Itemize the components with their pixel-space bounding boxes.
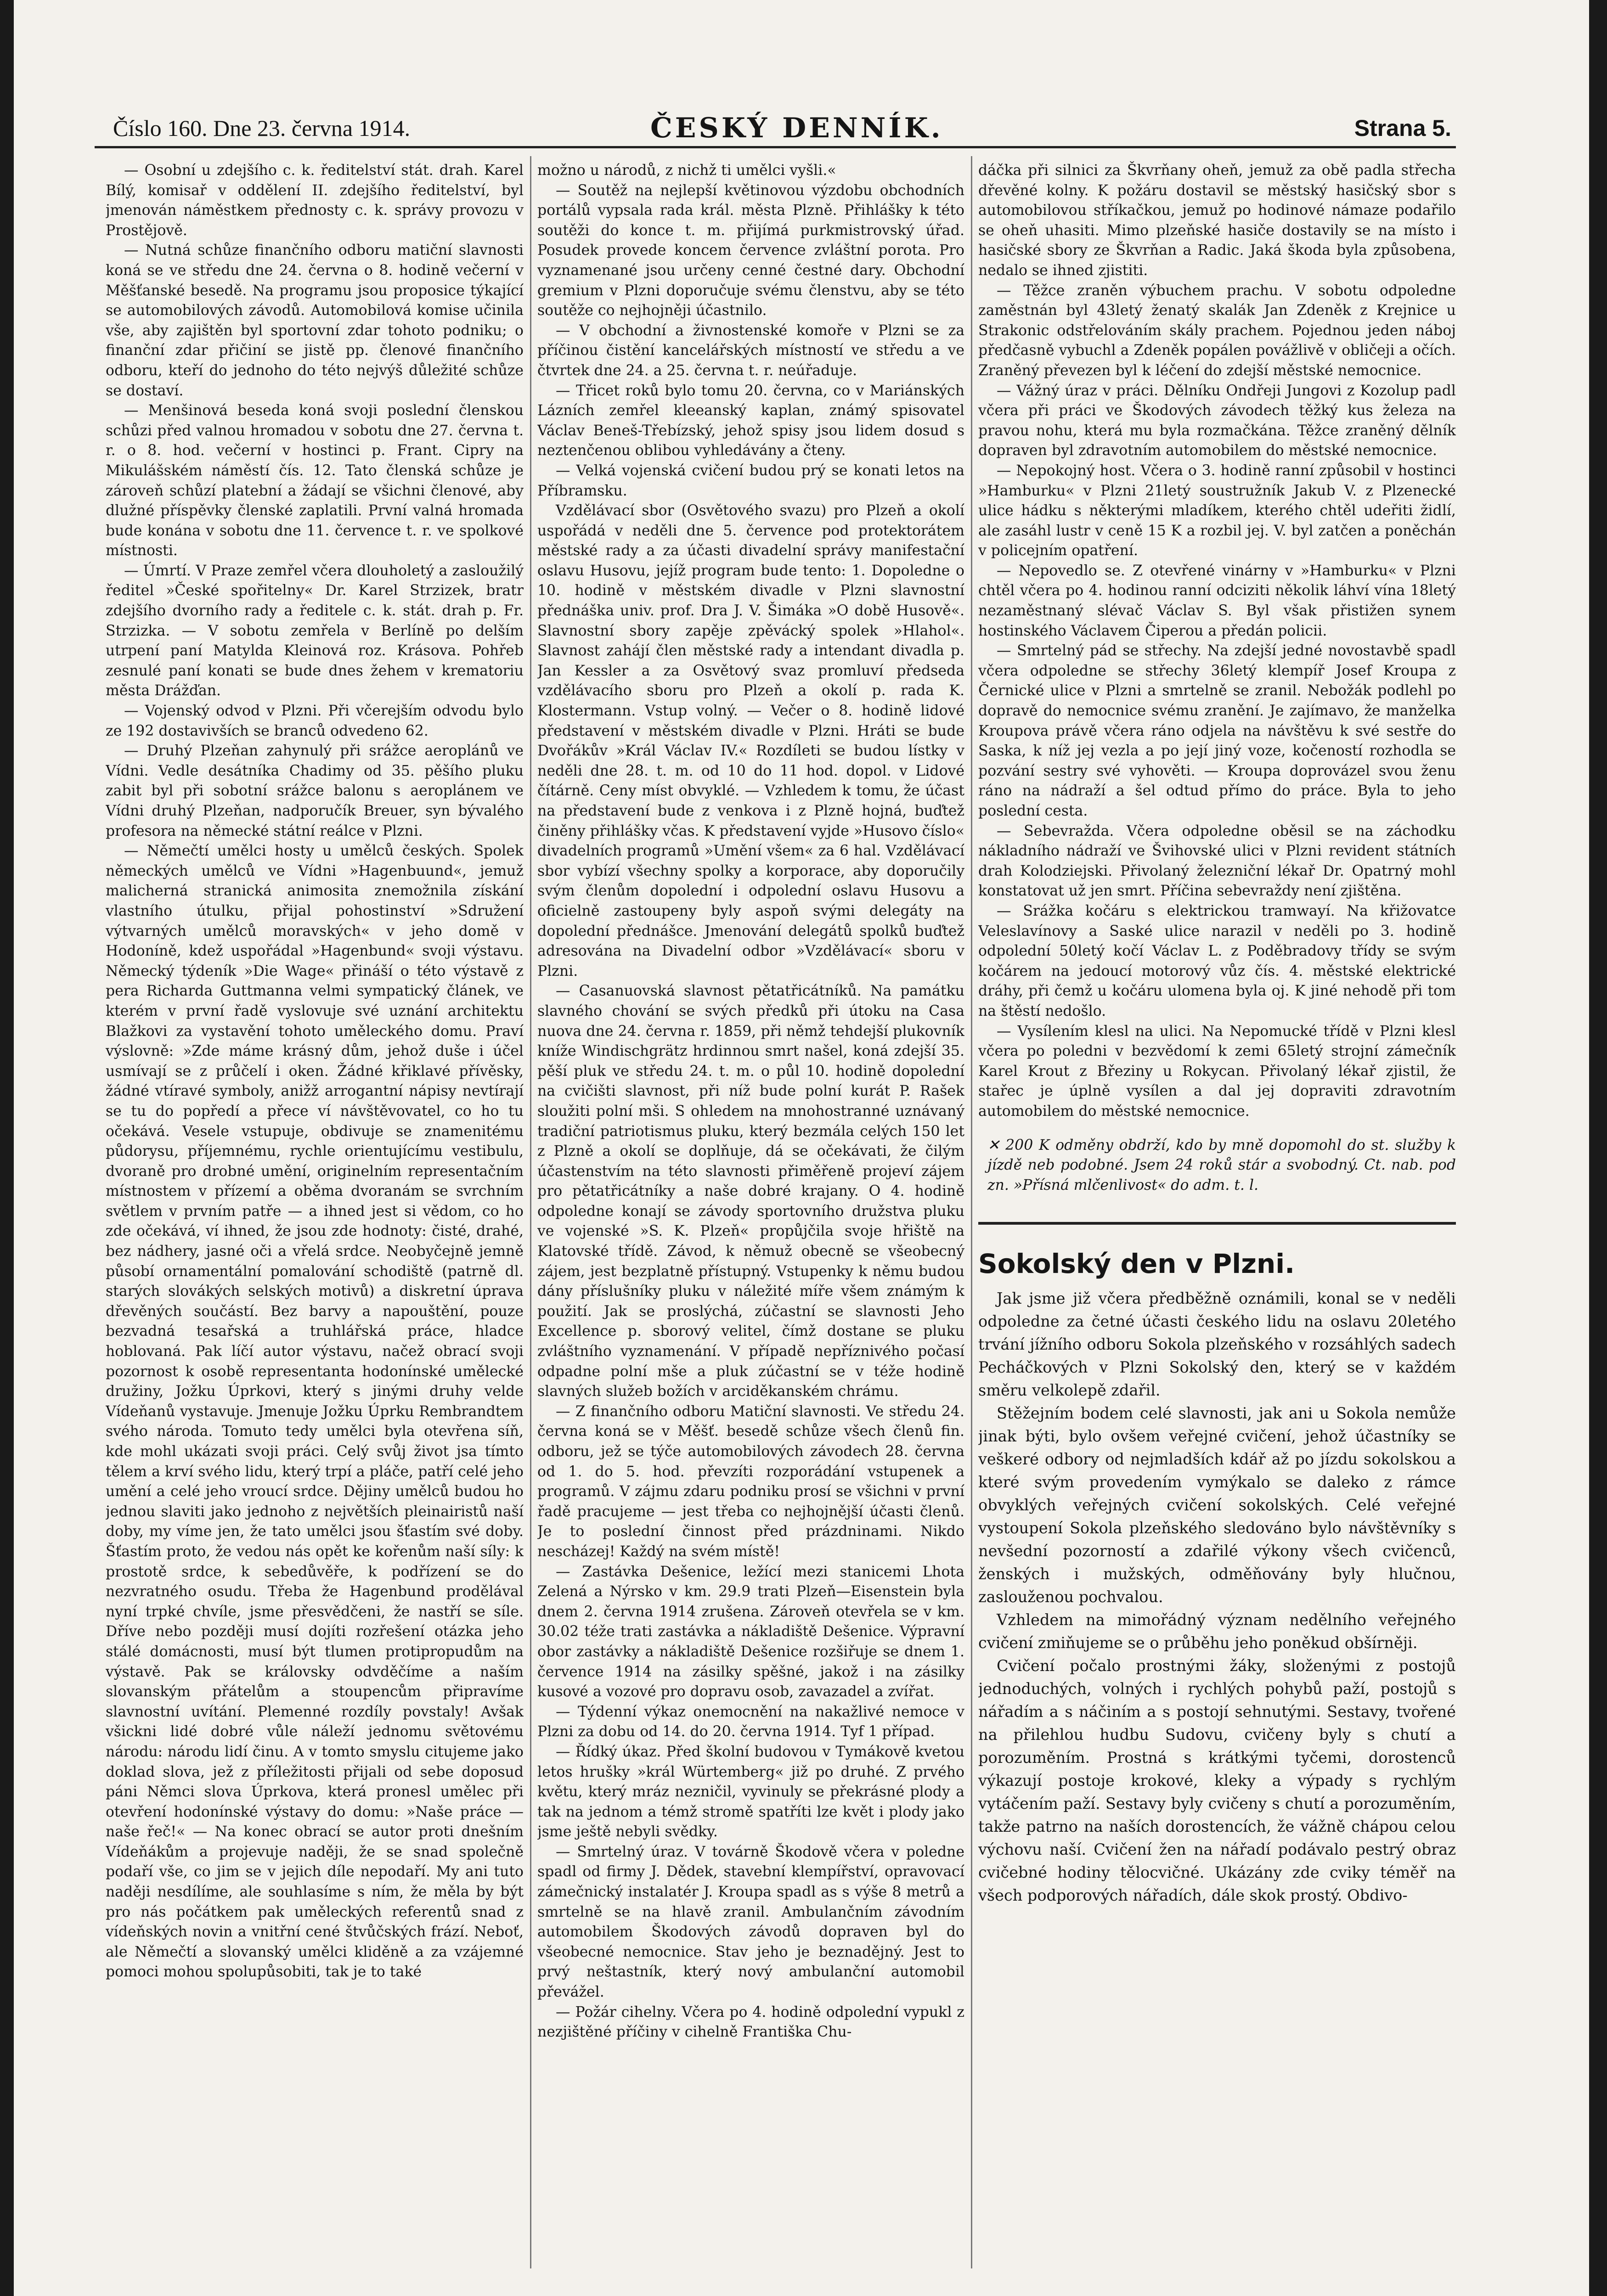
news-item: — Vážný úraz v práci. Dělníku Ondřeji Jungovi z Kozolup padl včera při práci ve Škodových závodech těžký kus železa na pravou nohu, která mu byla rozmačkána. Těžce zraněný dělník dopraven byl zdravotním automobilem do městské nemocnice. — [978, 382, 1456, 459]
section-title: Sokolský den v Plzni. — [978, 1248, 1295, 1280]
news-item: — Němečtí umělci hosty u umělců českých. Spolek německých umělců ve Vídni »Hagenbuund«, jemuž malicherná stranická animosita znemožnila získání vlastního útulku, přijal pohostinství »Sdružení výtvarných umělců moravských« v jeho domě v Hodoníně, kdež uspořádal »Hagenbund« svoji výstavu. Německý týdeník »Die Wage« přináší o této výstavě z pera Richarda Guttmanna velmi sympatický článek, ve kterém v první řadě vyslovuje své uznání architektu Blažkovi za vystavění tohoto uměleckého domu. Praví výslovně: »Zde máme krásný dům, jehož duše i účel usmívají se z průčelí i oken. Žádné křiklavé přívěsky, žádné vtíravé symboly, anižž arrogantní nápisy nevtírají se tu do popředí a přece ví návštěvovatel, co ho tu očekává. Vesele vstupuje, obdivuje se znamenitému půdorysu, příjemnému, rychle orientujícímu vestibulu, dvoraně pro drobné umění, originelním representačním místnostem v přízemí a oběma dvoranám se svrchním světlem v prvním patře — a ihned jest si vědom, co ho zde očekává, ví ihned, že jsou zde hodnoty: čisté, drahé, bez nádhery, jasné oči a vřelá srdce. Neobyčejně jemně působí ornamentální pomalování schodiště (patrně dl. starých slovákých selských motivů) a diskretní úprava dřevěných součástí. Bez barvy a napouštění, pouze bezvadná tesařská a truhlářská práce, hladce hoblovaná. Pak líčí autor výstavu, načež obrací svoji pozornost k osobě representanta hodonínské umělecké družiny, Jožku Úprkovi, který s jinými druhy velde Vídeňanů vystavuje. Jmenuje Jožku Úprku Rembrandtem svého národa. Tomuto tedy umělci byla otevřena síň, kde mohl ukázati svoji práci. Celý svůj život jsa tímto tělem a krví svého lidu, který trpí a pláče, patří celé jeho umění a celé jeho vroucí srdce. Dějiny umělců budou ho jednou slaviti jako jednoho z největších pleinairistů naší doby, my víme jen, že tato umělci jsou šťastím své doby. Šťastím proto, že vedou nás opět ke kořenům naší síly: k prostotě srdce, k sebedůvěře, k podřízení se do nezvratného osudu. Třeba že Hagenbund prodělával nyní trpké chvíle, jsme přesvědčeni, že nastří se síle. Dříve nebo později musí dojíti rozřešení otázka jeho stálé domácnosti, musí být tlumen protipropudům na výstavě. Pak se královsky odvděčíme a naším slovanským přátelům a stoupencům připravíme slavnostní uvítání. Plemenné rozdíly povstaly! Avšak všickni lidé dobré vůle náleží jednomu světovému národu: národu lidí činu. A v tomto smyslu citujeme jako doklad slova, jež z příležitosti přijali od sebe doposud páni Němci slova Úprkova, která pronesl umělec při otevření hodonínské výstavy do domu: »Naše práce — naše řeč!« — Na konec obrací se autor proti dnešním Vídeňákům a projevuje naději, že se snad společně podaří vše, co jim se v jejich díle nepodaří. My ani tuto naději nesdílíme, ale souhlasíme s ním, že měla by být pro nás počátkem pak uměleckých referentů snad z vídeňských novin a vnitřní cené štvůčských frází. Neboť, ale Němečtí a slovanský umělci kliděně a za vzájemné pomoci mohou spolupůsobiti, tak je to také — [106, 843, 524, 1981]
column-2 — [537, 161, 964, 2264]
section-paragraph: Vzhledem na mimořádný význam nedělního veřejného cvičení zmiňujeme se o průběhu jeho poněkud obšírněji. — [978, 1611, 1456, 1652]
news-item: — Z finančního odboru Matiční slavnosti. Ve středu 24. června koná se v Měšť. besedě schůze všech členů fin. odboru, jež se týče automobilových závodech 28. června od 1. do 5. hod. převzíti rozporádání vstupenek a programů. V zájmu zdaru podniku prosí se všichni v první řadě pracujeme — jest třeba co nejhojnější účasti členů. Je to poslední činnost před prázdninami. Nikdo nescházej! Každý na svém místě! — [537, 1403, 964, 1560]
news-item: — Zastávka Dešenice, ležící mezi stanicemi Lhota Zelená a Nýrsko v km. 29.9 trati Plzeň—Eisenstein byla dnem 2. června 1914 zrušena. Zároveň otevřela se v km. 30.02 téže trati zastávka a nákladiště Dešenice. Výpravní obor zastávky a nákladiště Dešenice rozšiřuje se dnem 1. července 1914 na zásilky spěšné, jakož i na zásilky kusové a vozové pro dopravu osob, zavazadel a zvířat. — [537, 1563, 964, 1700]
news-item: — Týdenní výkaz onemocnění na nakažlivé nemoce v Plzni za dobu od 14. do 20. června 1914. Tyf 1 případ. — [537, 1703, 964, 1740]
section-paragraph: Cvičení počalo prostnými žáky, složenými z postojů jednoduchých, volných i rychlých pohybů paží, postojů s nářadím a s náčiním a s postojí sehnutými. Sestavy, tvořené na přilehlou hudbu Sudovu, cvičeny byly s chutí a porozuměním. Prostná s krátkými tyčemi, dorostenců výkazují postoje krokové, kleky a výpady s rychlým vytáčením paží. Sestavy byly cvičeny s chutí a porozuměním, takže patrno na naších dorostencích, že vážně chápou celou výchovu naší. Cvičení žen na nářadí podávalo pestrý obraz cvičebné hodiny tělocvičné. Ukázány zde cviky téměř na všech podporových nářadích, dále skok prostý. Obdivo- — [978, 1657, 1456, 1905]
news-item: — Srážka kočáru s elektrickou tramwayí. Na křižovatce Veleslavínovy a Saské ulice narazil v neděli po 3. hodině odpolední 50letý kočí Václav L. z Poděbradovy třídy se svým kočárem na jedoucí motorový vůz čís. 4. městské elektrické dráhy, při čemž u kočáru ulomena byla oj. K jiné nehodě při tom na štěstí nedošlo. — [978, 902, 1456, 1019]
section-paragraph: Stěžejním bodem celé slavnosti, jak ani u Sokola nemůže jinak býti, bylo ovšem veřejné cvičení, jehož účastníky se veškeré odbory od nejmladších kdář až po jízdu sokolskou a které svým provedením vymýkalo se daleko z rámce obvyklých veřejných cvičení sokolských. Celé veřejné vystoupení Sokola plzeňského sledováno bylo návštěvníky s nevšední pozorností a zdařilé výkony všech cvičenců, ženských i mužských, odměňovány byly hlučnou, zaslouženou pochvalou. — [978, 1404, 1456, 1606]
news-item: — Casanuovská slavnost pětatřicátníků. Na památku slavného chování se svých předků při útoku na Casa nuova dne 24. června r. 1859, při němž tehdejší plukovník kníže Windischgrätz hrdinnou smrt našel, koná zdejší 35. pěší pluk ve středu 24. t. m. o půl 10. hodině dopolední na cvičišti slavnost, při níž bude polní kurát P. Rašek sloužiti polní mši. S ohledem na mnohostranné uznávaný tradiční patriotismus pluku, který bezmála celých 150 let z Plzně a okolí se doplňuje, dá se očekávati, že čilým účastenstvím na této slavnosti přiměřeně projeví zájem pro pětatřicátníky a naše dobré krajany. O 4. hodině odpoledne konají se závody sportovního družstva pluku ve vojenské »S. K. Plzeň« propůjčila svoje hřiště na Klatovské třídě. Závod, k němuž obecně se všeobecný zájem, jest bezplatně přístupný. Vstupenky k němu budou dány příslušníky pluku v náležité míře všem známým k použití. Jak se proslýchá, zúčastní se slavnosti Jeho Excellence p. sborový velitel, čímž dostane se pluku zvláštního vyznamenání. V případě nepříznivého počasí odpadne polní mše a pluk zúčastní se v téže hodině slavných služeb božích v arciděkanském chrámu. — [537, 983, 964, 1400]
classified-ad-text: ✕ 200 K odměny obdrží, kdo by mně dopomohl do st. služby k jízdě neb podobné. Jsem 24 roků stár a svobodný. Ct. nab. pod zn. »Přísná mlčenlivost« do adm. t. l. — [987, 1137, 1456, 1193]
classified-ad — [978, 1136, 1456, 1225]
column-divider — [530, 156, 531, 2268]
news-item: — Nepokojný host. Včera o 3. hodině ranní způsobil v hostinci »Hamburku« v Plzni 21letý soustružník Jakub V. z Plzenecké ulice hádku s některými mladíkem, kterého chtěl udeřiti židlí, ale zasáhl lustr v ceně 15 K a rozbil jej. V. byl zatčen a poněchán v policejním opatření. — [978, 462, 1456, 559]
news-item: dáčka při silnici za Škvrňany oheň, jemuž za obě padla střecha dřevěné kolny. K požáru dostavil se městský hasičský sbor s automobilovou stříkačkou, jemuž po hodinové námaze podařilo se oheň uhasiti. Mimo plzeňské hasiče dostavily se na místo i hasičské sbory ze Škvrňan a Radic. Jaká škoda byla způsobena, nedalo se ihned zjistiti. — [978, 162, 1456, 279]
page-number: Strana 5. — [1354, 115, 1451, 141]
news-item: — Těžce zraněn výbuchem prachu. V sobotu odpoledne zaměstnán byl 43letý ženatý skalák Jan Zdeněk z Krejnice u Strakonic odstřelováním skály prachem. Pojednou jeden náboj předčasně vybuchl a Zdeněk popálen povážlivě v obličeji a očích. Zraněný převezen byl k léčení do zdejší městské nemocnice. — [978, 282, 1456, 379]
news-item: — Vojenský odvod v Plzni. Při včerejším odvodu bylo ze 192 dostavivších se branců odvedeno 62. — [106, 703, 524, 739]
news-item: — Třicet roků bylo tomu 20. června, co v Mariánských Lázních zemřel kleeanský kaplan, známý spisovatel Václav Beneš-Třebízský, jehož spisy jsou lidem dosud s neztenčenou oblibou vyhledávány a čteny. — [537, 382, 964, 459]
news-item: — Nutná schůze finančního odboru matiční slavnosti koná se ve středu dne 24. června o 8. hodině večerní v Měšťanské besedě. Na programu jsou proposice týkající se automobilových závodů. Automobilová komise učinila vše, aby zajištěn byl sportovní zdar tohoto podniku; o finanční zdar přičiní se jistě pp. členové finančního odboru, kteří do jednoho do této nejvýš důležité schůze se dostaví. — [106, 242, 524, 399]
issue-info: Číslo 160. Dne 23. června 1914. — [113, 115, 411, 141]
news-item: Vzdělávací sbor (Osvětového svazu) pro Plzeň a okolí uspořádá v neděli dne 5. července pod protektorátem městské rady a za účasti divadelní správy manifestační oslavu Husovu, jejíž program bude tento: 1. Dopoledne o 10. hodině v městském divadle v Plzni slavnostní přednáška univ. prof. Dra J. V. Šimáka »O době Husově«. Slavnostní sbory zapěje zpěvácký spolek »Hlahol«. Slavnost zahájí člen městské rady a intendant divadla p. Jan Kessler a za Osvětový svaz promluví předseda vzdělávacího sboru pro Plzeň a okolí p. rada K. Klostermann. Vstup volný. — Večer o 8. hodině lidové představení v městském divadle v Plzni. Hráti se bude Dvořákův »Král Václav IV.« Rozdíleti se budou lístky v neděli dne 28. t. m. od 10 do 11 hod. dopol. v Lidové čítárně. Ceny míst obvyklé. — Vzhledem k tomu, že účast na představení bude z venkova i z Plzně hojná, buďtež činěny přihlášky včas. K představení vyjde »Husovo číslo« divadelních programů »Umění všem« za 6 hal. Vzdělávací sbor vybízí všechny spolky a korporace, aby doporučily svým členům dopolední i odpolední oslavu Husovu a oficielně zastoupeny byly aspoň svými delegáty na dopolední přednášce. Jmenování delegátů spolků buďtež adresována na Divadelní odbor »Vzdělávací« sboru v Plzni. — [537, 502, 964, 979]
newspaper-page — [14, 0, 1589, 2296]
news-item: — Menšinová beseda koná svoji poslední členskou schůzi před valnou hromadou v sobotu dne 27. června t. r. o 8. hod. večerní v hostinci p. Frant. Cipry na Mikulášském náměstí čís. 12. Tato členská schůze je zároveň schůzí platební a žádají se všichni členové, aby dlužné příspěvky členské zaplatili. První valná hromada bude konána v sobotu dne 11. července t. r. ve spolkové místnosti. — [106, 402, 524, 559]
masthead-title: ČESKÝ DENNÍK. — [650, 112, 943, 144]
news-item: — Úmrtí. V Praze zemřel včera dlouholetý a zasloužilý ředitel »České spořitelny« Dr. Karel Strzizek, bratr zdejšího dvorního rady a ředitele c. k. stát. drah p. Fr. Strzizka. — V sobotu zemřela v Berlíně po delším utrpení paní Matylda Kleinová roz. Krásova. Pohřeb zesnulé paní konati se bude dnes žehem v krematoriu města Drážďan. — [106, 562, 524, 699]
news-item: — Vysílením klesl na ulici. Na Nepomucké třídě v Plzni klesl včera po poledni v bezvědomí k zemi 65letý strojní zámečník Karel Krout z Březiny u Rokycan. Přivolaný lékař zjistil, že stařec je úplně vysílen a dal jej dopraviti zdravotním automobilem do městské nemocnice. — [978, 1023, 1456, 1120]
section-body — [978, 1287, 1456, 1907]
news-item: možno u národů, z nichž ti umělci vyšli.« — [537, 162, 836, 179]
section-paragraph: Jak jsme již včera předběžně oznámili, konal se v neděli odpoledne za četné účasti českého lidu na oslavu 20letého trvání jížního odboru Sokola plzeňského v rozsáhlých sadech Pecháčkových v Plzni Sokolský den, který se v každém směru velkolepě zdařil. — [978, 1289, 1456, 1400]
column-divider — [971, 156, 972, 2268]
news-item: — Požár cihelny. Včera po 4. hodině odpolední vypukl z nezjištěné příčiny v cihelně Františka Chu- — [537, 2003, 964, 2041]
news-item: — Sebevražda. Včera odpoledne oběsil se na záchodku nákladního nádraží ve Švihovské ulici v Plzni revident státních drah Kolodziejski. Přivolaný železniční lékař Dr. Opatrný mohl konstatovat už jen smrt. Příčina sebevraždy není zjištěna. — [978, 822, 1456, 900]
news-item: — Smrtelný pád se střechy. Na zdejší jedné novostavbě spadl včera odpoledne se střechy 36letý klempíř Josef Kroupa z Černické ulice v Plzni a smrtelně se zranil. Nebožák podlehl po dopravě do nemocnice svému zranění. Je zajímavo, že manželka Kroupova právě včera ráno odjela na návštěvu k své sestře do Saska, k níž jej vezla a po její jiný voze, kočeností rozhodla se pozvání sestry své vyhověti. — Kroupa doprovázel svou ženu ráno na nádraží a šel odtud přímo do práce. Byla to jeho poslední cesta. — [978, 642, 1456, 819]
news-item: — Řídký úkaz. Před školní budovou v Tymákově kvetou letos hrušky »král Würtemberg« již po druhé. Z prvého květu, který mráz nezničil, vyvinuly se překrásné plody a tak na jednom a témž stromě spatříti lze květ i plody jako jsme ještě nebyli svědky. — [537, 1743, 964, 1840]
news-item: — Druhý Plzeňan zahynulý při srážce aeroplánů ve Vídni. Vedle desátníka Chadimy od 35. pěšího pluku zabit byl při sobotní srážce balonu s aeroplánem ve Vídni druhý Plzeňan, nadporučík Breuer, syn bývalého profesora na německé státní reálce v Plzni. — [106, 743, 524, 839]
news-item: — Nepovedlo se. Z otevřené vinárny v »Hamburku« v Plzni chtěl včera po 4. hodinou ranní odciziti několik láhví vína 18letý nezaměstnaný slévač Václav S. Byl však přistižen synem hostinského Václavem Čiperou a předán policii. — [978, 562, 1456, 639]
column-3 — [978, 161, 1456, 2264]
page-header — [95, 109, 1456, 148]
news-item: — Smrtelný úraz. V továrně Škodově včera v poledne spadl od firmy J. Dědek, stavební klempířství, opravovací zámečnický instalatér J. Kroupa spadl as s výše 8 metrů a smrtelně se na hlavě zranil. Ambulančním závodním automobilem Škodových závodů dopraven byl do všeobecné nemocnice. Stav jeho je beznadějný. Jest to prvý neštastník, který nový ambulanční automobil převážel. — [537, 1843, 964, 2001]
news-item: — Osobní u zdejšího c. k. ředitelství stát. drah. Karel Bílý, komisař v oddělení II. zdejšího ředitelství, byl jmenován náměstkem přednosty c. k. správy provozu v Prostějově. — [106, 162, 524, 239]
news-item: — V obchodní a živnostenské komoře v Plzni se za příčinou čistění kancelářských místností ve středu a ve čtvrtek dne 24. a 25. června t. r. neúřaduje. — [537, 322, 964, 379]
news-item: — Soutěž na nejlepší květinovou výzdobu obchodních portálů vypsala rada král. města Plzně. Přihlášky k této soutěži do konce t. m. přijímá purkmistrovský úřad. Posudek provede koncem července zvláštní porota. Pro vyznamenané jsou určeny cenné čestné dary. Obchodní gremium v Plzni doporučuje svému členstvu, aby se této soutěže co nejhojněji účastnilo. — [537, 182, 964, 319]
column-1 — [106, 161, 524, 2264]
news-item: — Velká vojenská cvičení budou prý se konati letos na Příbramsku. — [537, 462, 964, 499]
